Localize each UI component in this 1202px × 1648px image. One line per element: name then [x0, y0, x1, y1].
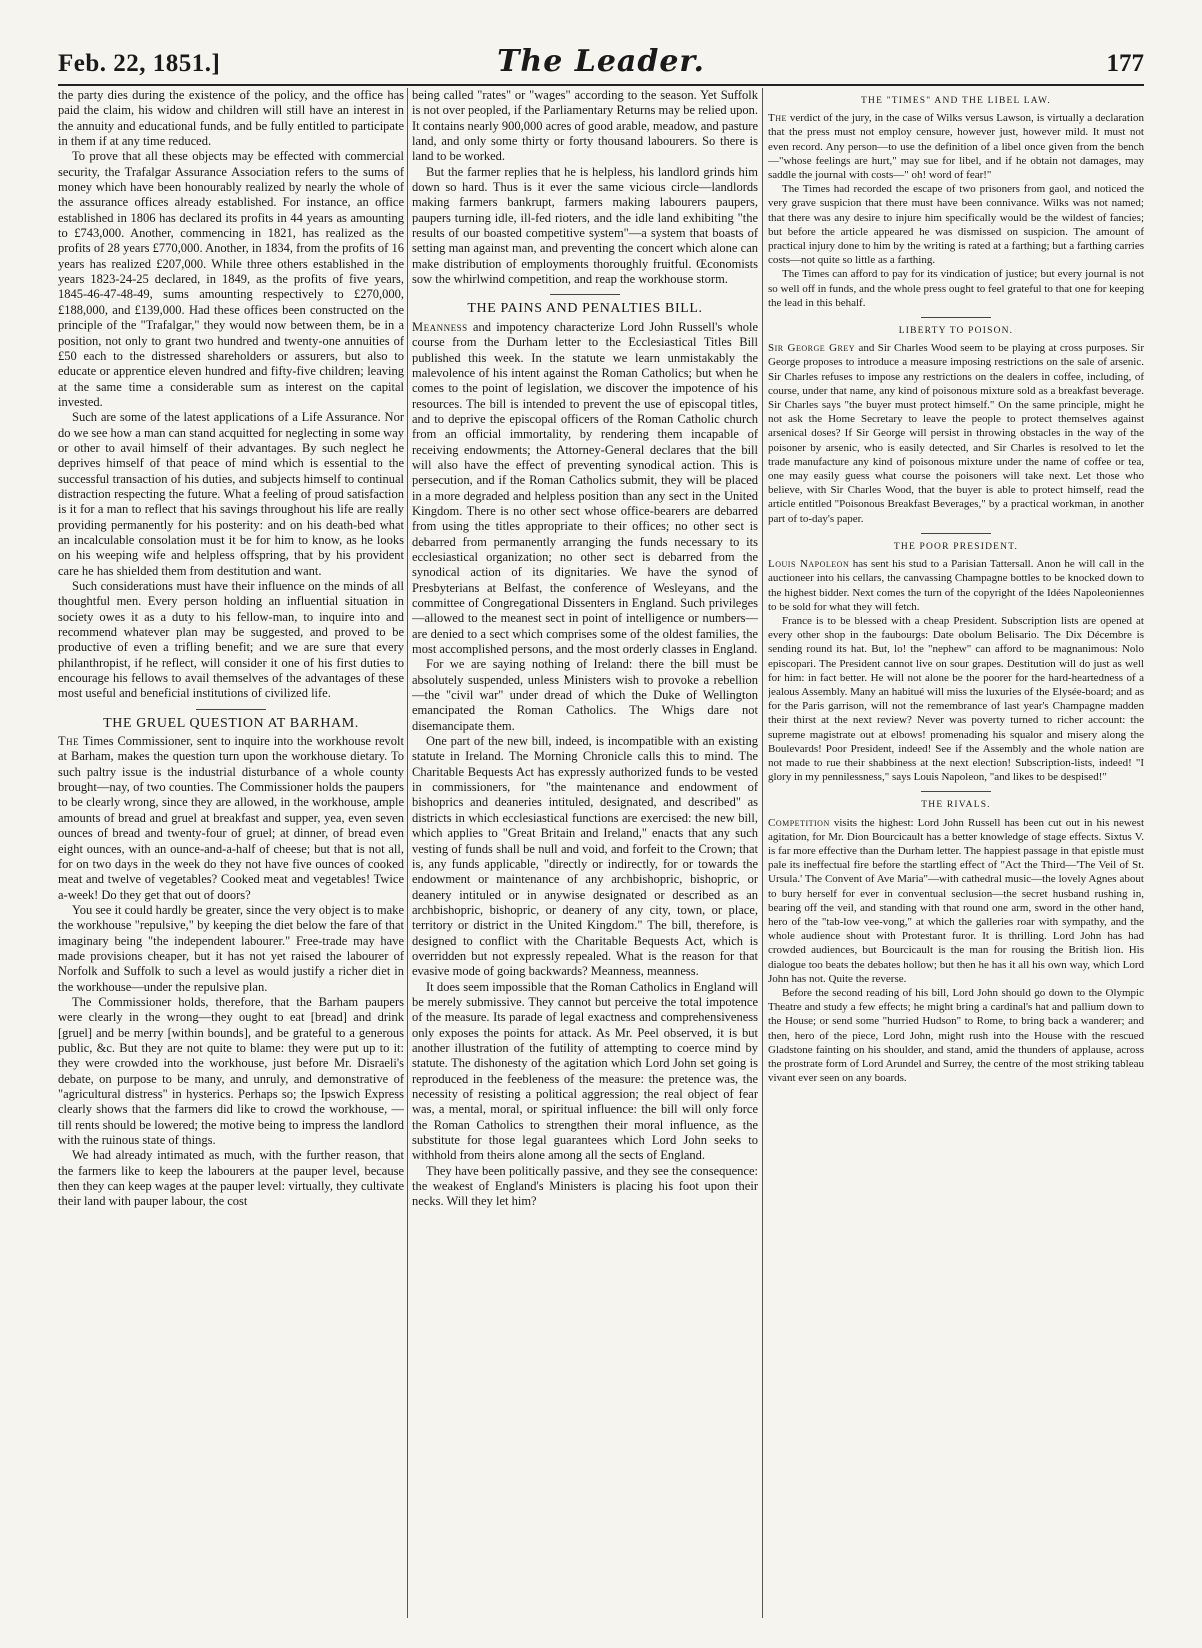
masthead-rule: [58, 84, 1144, 86]
paragraph: We had already intimated as much, with the further reason, that the farmers like to keep the labourers at the pauper level, because then they can keep wages at the pauper level: virtually, they cultivate their land with pauper labour, the cost: [58, 1148, 404, 1209]
column-divider: [762, 88, 763, 1618]
paragraph-text: and impotency characterize Lord John Russell's whole course from the Durham letter to the Ecclesiastical Titles Bill published this week. In the statute we learn unmistakably the malevolence of his intent against the Roman Catholics; but when he comes to the point of legislation, we discover the impotence of his resources. The bill is intended to prevent the use of episcopal titles, and to deprive the episcopal officers of the Roman Catholic church from an official immortality, by rendering them incapable of receiving endowments; the Attorney-General declares that the bill will also have the effect of preventing synodical action. This is persecution, and if the Roman Catholics submit, they will be placed in a more degraded and helpless position than any sect in the United Kingdom. There is no other sect whose office-bearers are debarred from using the titles appropriate to their offices; no other sect is debarred from permanently arranging the funds necessary to its ecclesiastical organization; no other sect is debarred from the synodical action of its dignitaries. We have the synod of Presbyterians at Belfast, the conference of Wesleyans, and the committee of Congregational Dissenters in England. Such privileges—allowed to the meanest sect in point of intelligence or numbers—are denied to a sect which comprises some of the oldest families, the most accomplished persons, and the most orderly classes in England.: [412, 319, 758, 657]
column-1: [58, 88, 404, 1618]
paragraph: [768, 557, 1144, 614]
paragraph-text: Times Commissioner, sent to inquire into the workhouse revolt at Barham, makes the question turn upon the workhouse dietary. To such paltry issue is the industrial disturbance of a whole county brought—nay, of two counties. The Commissioner holds the paupers to be clearly wrong, since they are allowed, in the workhouse, ample amounts of bread and gruel at breakfast and supper, yea, even seven ounces of bread and twenty-four of gruel; at dinner, of bread even eight ounces, with an ounce-and-a-half of cheese; but that is not all, for on two days in the week do they not have five ounces of cooked meat and twelve of vegetables? Cooked meat and vegetables! Twice a-week! Do they get that out of doors?: [58, 734, 404, 902]
page-number: 177: [1106, 50, 1144, 77]
paragraph: [768, 111, 1144, 182]
paragraph: For we are saying nothing of Ireland: there the bill must be absolutely suspended, unless Ministers wish to provoke a rebellion—the "civil war" under dread of which the Duke of Wellington emancipated the Roman Catholics. The Whigs dare not disemancipate them.: [412, 657, 758, 733]
paragraph: The Times had recorded the escape of two prisoners from gaol, and noticed the very grave suspicion that there must have been connivance. Wilks was not named; that there was any desire to injure him specifically would be the wildest of fancies; but before the article appeared he was dismissed on suspicion. The amount of practical injury done to him by the writing is rated at a farthing; but a farthing carries costs—not quite so little as a farthing.: [768, 183, 1144, 267]
article-heading: THE GRUEL QUESTION AT BARHAM.: [103, 715, 359, 731]
paragraph: It does seem impossible that the Roman Catholics in England will be merely submissive. They cannot but perceive the total impotence of the measure. Its parade of legal exactness and comprehensiveness only exposes the points for attack. As Mr. Peel observed, it is but another illustration of the futility of attempting to coerce mind by statute. The dishonesty of the agitation which Lord John set going is reproduced in the feebleness of the measure: the pretence was, the necessity of resisting a political aggression; the real object of fear was, a mental, moral, or spiritual influence: the bill will only force the Roman Catholics to strengthen their moral influence, as the substitute for those legal guarantees which Lord John seeks to withhold from theirs alone among all the sects of England.: [412, 979, 758, 1163]
section-heading: LIBERTY TO POISON.: [898, 326, 1014, 337]
newspaper-title: The Leader.: [497, 44, 705, 79]
section-rule: [921, 791, 991, 792]
paragraph-text: verdict of the jury, in the case of Wilks versus Lawson, is virtually a declaration that the press must not employ censure, however just, however mild. It must not even record. Any person—to use the definition of a libel once given from the bench—"whose feelings are hurt," may sue for libel, and if he obtain not damages, may saddle the journal with costs—" oh! word of fear!": [768, 112, 1144, 182]
masthead: [58, 44, 1144, 82]
section-heading: THE "TIMES" AND THE LIBEL LAW.: [861, 96, 1051, 106]
paragraph: [768, 816, 1144, 986]
paragraph: [58, 734, 404, 903]
issue-date: Feb. 22, 1851.]: [58, 50, 221, 77]
paragraph: [768, 341, 1144, 526]
section-heading: THE RIVALS.: [921, 800, 991, 811]
paragraph: They have been politically passive, and they see the consequence: the weakest of England's Ministers is placing his foot upon their necks. Will they let him?: [412, 1163, 758, 1209]
paragraph: France is to be blessed with a cheap President. Subscription lists are opened at every other shop in the faubourgs: Date obolum Belisario. The Dix Décembre is sending round its hat. But, lo! the "nephew" can afford to be magnanimous: Nolo episcopari. The President cannot live on sour grapes. Destitution will do just as well for him: in fact better. He will not alone be the poorer for the hard-heartedness of a jealous Assembly. Many an habitué will miss the luxuries of the Elysée-board; and as for the Paris garrison, will not the remembrance of last year's Champagne madden their thirst at the next review? Never was poverty turned to richer account: the supreme magistrate out at elbows! promenading his squalor and misery along the Boulevards! Poor President, indeed! See if the Assembly and the whole nation are not made to rue their shabbiness at the next election! Subscription-lists, indeed! "I glory in my pennilessness," says Louis Napoleon, "and likes to be despised!": [768, 614, 1144, 784]
paragraph-text: has sent his stud to a Parisian Tattersall. Anon he will call in the auctioneer into his cellars, the canvassing Champagne bottles to be knocked down to the highest bidder. Next comes the turn of the copyright of the Idées Napoleoniennes to be sold for what they will fetch.: [768, 558, 1144, 613]
lead-word: The: [768, 112, 787, 125]
column-2: [412, 88, 758, 1618]
paragraph: The Commissioner holds, therefore, that the Barham paupers were clearly in the wrong—they ought to eat [bread] and drink [gruel] and be merry [within bounds], and be grateful to a generous public, &c. But they are not quite to blame: they were put up to it: they were crowded into the workhouse, just before Mr. Disraeli's debate, on purpose to be many, and unruly, and demonstrative of "agricultural distress" in hysterics. Perhaps so; the Ipswich Express clearly shows that the farmers did like to crowd the workhouse, —till rents should be lowered; the motive being to impress the landlord with the ruinous state of things.: [58, 994, 404, 1148]
paragraph: One part of the new bill, indeed, is incompatible with an existing statute in Ireland. The Morning Chronicle calls this to mind. The Charitable Bequests Act has expressly authorized funds to be vested in commissioners, for "the maintenance and endowment of bishoprics and deaneries intituled, designated, and described" as districts in which ecclesiastical functions are exercised: the new bill, which applies to "Great Britain and Ireland," enacts that any such vesting of funds shall be null and void, and forfeit to the Crown; that is, any funds applicable, "directly or indirectly, for or towards the endowment or maintenance of any archbishopric, bishopric, or deanery intituled or in anywise designated or described as an archbishopric, bishopric, or deanery of any city, town, or place, territory or district in the United Kingdom." The bill, therefore, is designed to conflict with the Charitable Bequests Act, which is overridden but not expressly repealed. What is the reason for that evasive mode of going backwards? Meanness, meanness.: [412, 734, 758, 979]
section-rule: [550, 294, 620, 295]
section-heading: THE POOR PRESIDENT.: [893, 541, 1019, 552]
lead-word: Sir George Grey: [768, 342, 856, 355]
paragraph: You see it could hardly be greater, since the very object is to make the workhouse "repulsive," by keeping the diet below the fare of that imaginary being "the independent labourer." Free-trade may have made provisions cheaper, but it has not yet raised the labourer of Norfolk and Suffolk to such a level as would justify a richer diet in the workhouse—under the repulsive plan.: [58, 902, 404, 994]
paragraph: [412, 320, 758, 658]
paragraph: But the farmer replies that he is helpless, his landlord grinds him down so hard. Thus is it ever the same vicious circle—landlords making farmers bankrupt, farmers making labourers paupers, paupers turning idle, ill-fed rioters, and the idle land exhibiting "the results of our boasted competitive system"—a system that boasts of setting man against man, and preventing the concert which alone can make distribution of employments thoroughly fruitful. Œconomists sow the whirlwind competition, and reap the workhouse storm.: [412, 164, 758, 287]
section-rule: [921, 533, 991, 534]
paragraph: Such considerations must have their influence on the minds of all thoughtful men. Every person holding an influential situation in society owes it as a duty to his fellow-man, to inquire into and recommend whatever plan may be suggested, and proved to be productive of even a trifling benefit; and we are sure that every philanthropist, if he reflect, will consider it one of his first duties to encourage his fellows to avail themselves of the advantages of these most useful and beneficial institutions of civilized life.: [58, 579, 404, 701]
paragraph-text: visits the highest: Lord John Russell has been cut out in his newest agitation, for Mr. Dion Bourcicault has a better knowledge of stage effects. Sixtus V. is far more effective than the Durham letter. The happiest passage in that epistle must pale its ineffectual fire before the startling effect of "Act the Third—'The Veil of St. Ursula.' The Convent of Ave Maria"—with cathedral music—the lovely Agnes about to bury herself for ever in conventual seclusion—the secret husband rushing in, bearing off the veil, and standing with that round one arm, sword in the other hand, hero of the "tab-low vee-vong," at which the galleries roar with sympathy, and the whole audience shout with Protestant furor. It is thrilling. Lord John has had crowded audiences, but Bourcicault is the man for rousing the British lion. His dialogue too beats the debates hollow; but then he has it all his own way, which Lord John has not. Quite the reverse.: [768, 816, 1144, 985]
paragraph: the party dies during the existence of the policy, and the office has paid the claim, his widow and children will still have an interest in the annuity and educational funds, and be fully entitled to participate in them if at any time reduced.: [58, 88, 404, 149]
paragraph: Before the second reading of his bill, Lord John should go down to the Olympic Theatre and study a few effects; he might bring a cardinal's hat and pallium down to the House; or send some "hurried Hudson" to Rome, to bring back a wanderer; and then, hero of the piece, Lord John, might rush into the House with the rescued Gladstone fainting on his shoulder, and stand, amid the thunders of applause, across the prostrate form of Lord Arundel and Surrey, the centre of the most striking tableau vivant ever seen on any boards.: [768, 986, 1144, 1085]
paragraph: being called "rates" or "wages" according to the season. Yet Suffolk is not over peopled, if the Parliamentary Returns may be relied upon. It contains nearly 900,000 acres of good arable, meadow, and pasture land, and only some thirty or forty thousand labourers. So there is land to be worked.: [412, 88, 758, 164]
section-rule: [196, 709, 266, 710]
column-divider: [407, 88, 408, 1618]
lead-word: Competition: [768, 816, 830, 829]
paragraph: The Times can afford to pay for its vindication of justice; but every journal is not so well off in funds, and the whole press ought to feel grateful to that one for keeping the lead in this behalf.: [768, 268, 1144, 309]
paragraph: To prove that all these objects may be effected with commercial security, the Trafalgar Assurance Association refers to the sums of money which have been honourably realized by nearly the whole of the assurance offices already established. For instance, an office established in 1806 has declared its profits in 44 years as amounting to £743,000. Another, commencing in 1821, has realized as the profits of 28 years £770,000. Another, in 1834, from the profits of 16 years has realized £207,000. While three others established in the years 1823-24-25 declared, in 1849, as the profits of five years, 1845-46-47-48-49, sums amounting respectively to £270,000, £188,000, and £139,000. Had these offices been constructed on the principle of the "Trafalgar," they would now between them, be in a position, not only to grant two hundred and twenty-one annuities of £50 each to the distressed shareholders or assurers, but also to educate or apprentice eleven hundred and fifty-five children; leaving at the same time a considerable sum as interest on the capital invested.: [58, 149, 404, 409]
lead-word: Meanness: [412, 319, 468, 334]
article-heading: THE PAINS AND PENALTIES BILL.: [467, 301, 703, 317]
section-rule: [921, 317, 991, 318]
lead-word: The: [58, 734, 80, 749]
paragraph: Such are some of the latest applications of a Life Assurance. Nor do we see how a man can stand acquitted for neglecting in some way or other to avail himself of their advantages. By such neglect he deprives himself of that peace of mind which is essential to the successful transaction of his duties, and subjects himself to continual distraction respecting the future. What a feeling of proud satisfaction is it for a man to reflect that his savings throughout his life are really providing permanently for his posterity: and on his death-bed what an incalculable consolation must it be for him to know, as he looks on his weeping wife and helpless offspring, that by his provident care he has shielded them from destitution and want.: [58, 410, 404, 578]
lead-word: Louis Napoleon: [768, 558, 850, 571]
column-3: [768, 88, 1144, 1618]
paragraph-text: and Sir Charles Wood seem to be playing at cross purposes. Sir George proposes to introduce a measure imposing restrictions on the sale of arsenic. Sir Charles refuses to impose any restrictions on the dealers in coffee, including, of course, under that name, any kind of poisonous mixture sold as a breakfast beverage. Sir Charles says "the buyer must protect himself." On the same principle, might he not ask the Home Secretary to leave the people to protect themselves against arsenical doses? If Sir George will persist in throwing obstacles in the way of the poisoner by arsenic, who is easily detected, and Sir Charles is resolved to let the trade manufacture any kind of poisonous mixture under the name of coffee or tea, one may easily guess what course the poisoners will take next. Let those who believe, with Sir Charles Wood, that the buyer is able to protect himself, read the article entitled "Poisonous Breakfast Beverages," by a practical workman, in another part of to-day's paper.: [768, 342, 1144, 525]
